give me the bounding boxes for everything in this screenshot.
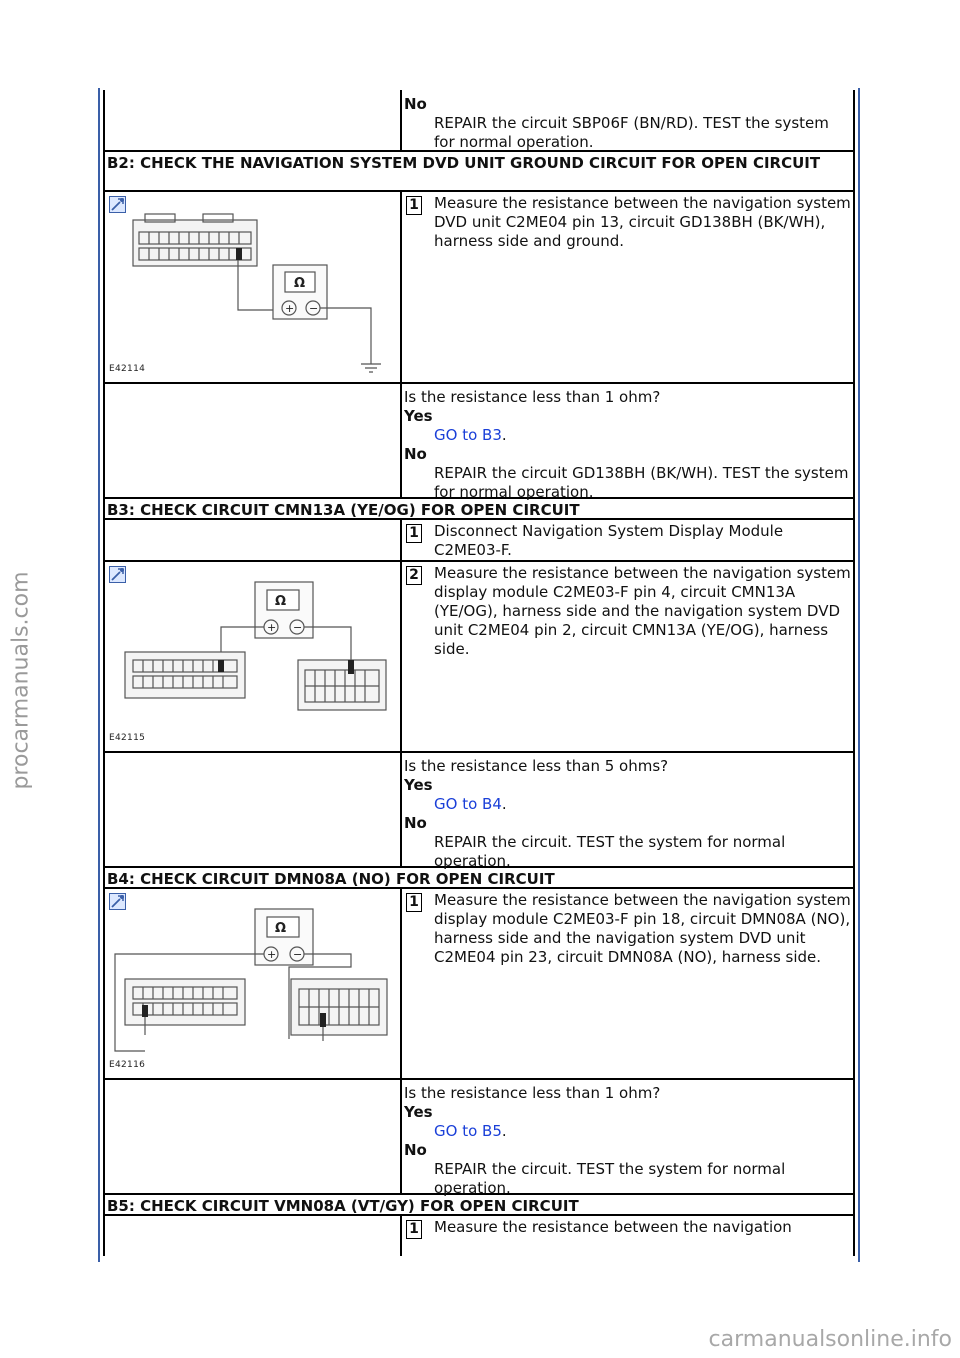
- left-margin-rule: [98, 88, 100, 1262]
- b2-step-row: [103, 192, 855, 384]
- b3-question-row: [103, 753, 855, 870]
- empty-left-cell: [105, 90, 402, 150]
- step-number: 1: [406, 196, 422, 215]
- b4-header: B4: CHECK CIRCUIT DMN08A (NO) FOR OPEN CIRCUIT: [103, 866, 855, 889]
- ohm-symbol: Ω: [275, 921, 287, 936]
- step-text: Measure the resistance between the navigation system display module C2ME03-F pin 18, circuit DMN08A (NO), harness side and the navigation system DVD unit C2ME04 pin 23, circuit DMN08A (NO), harness side.: [434, 891, 851, 966]
- step-text: Measure the resistance between the navigation: [434, 1218, 792, 1236]
- question-text: Is the resistance less than 1 ohm?: [404, 1084, 661, 1102]
- step-number: 2: [406, 566, 422, 585]
- svg-text:+: +: [285, 302, 295, 315]
- side-watermark: [4, 560, 38, 800]
- empty-left-cell: [105, 520, 402, 560]
- step-text: Measure the resistance between the navigation system display module C2ME03-F pin 4, circuit CMN13A (YE/OG), harness side and the navigation system DVD unit C2ME04 pin 2, circuit CMN13A (YE/OG), harness side.: [434, 564, 851, 658]
- b4-wiring-diagram: [105, 889, 400, 1078]
- b5-header: B5: CHECK CIRCUIT VMN08A (VT/GY) FOR OPEN CIRCUIT: [103, 1193, 855, 1216]
- b5-step-row: [103, 1216, 855, 1256]
- goto-b4-link[interactable]: GO to B4: [434, 795, 502, 813]
- svg-text:+: +: [267, 621, 277, 634]
- figure-label: E42115: [109, 733, 146, 743]
- empty-left-cell: [105, 384, 402, 497]
- step-text: Disconnect Navigation System Display Module C2ME03-F.: [434, 522, 784, 559]
- answer-no-text: REPAIR the circuit SBP06F (BN/RD). TEST the system for normal operation.: [434, 114, 829, 151]
- b4-question-row: [103, 1080, 855, 1197]
- b3-step1-row: [103, 520, 855, 562]
- svg-text:−: −: [293, 621, 303, 634]
- goto-b3-link[interactable]: GO to B3: [434, 426, 502, 444]
- goto-b5-link[interactable]: GO to B5: [434, 1122, 502, 1140]
- step-number: 1: [406, 893, 422, 912]
- answer-no-label: No: [404, 814, 427, 832]
- procedure-table: [103, 90, 855, 1256]
- svg-text:−: −: [309, 302, 319, 315]
- ohm-symbol: Ω: [275, 594, 287, 609]
- bottom-watermark: carmanualsonline.info: [708, 1327, 952, 1352]
- answer-no-text: REPAIR the circuit. TEST the system for normal operation.: [434, 1160, 786, 1197]
- b4-figure-cell: [105, 889, 402, 1078]
- b3-step2-row: [103, 562, 855, 753]
- answer-no-label: No: [404, 95, 427, 113]
- question-text: Is the resistance less than 1 ohm?: [404, 388, 661, 406]
- ohm-symbol: Ω: [294, 276, 306, 291]
- right-margin-rule: [858, 88, 860, 1262]
- answer-no-text: REPAIR the circuit GD138BH (BK/WH). TEST the system for normal operation.: [434, 464, 849, 501]
- b3-header: B3: CHECK CIRCUIT CMN13A (YE/OG) FOR OPEN CIRCUIT: [103, 497, 855, 520]
- answer-no-label: No: [404, 1141, 427, 1159]
- question-text: Is the resistance less than 5 ohms?: [404, 757, 669, 775]
- svg-text:+: +: [267, 948, 277, 961]
- link-suffix: .: [501, 795, 507, 813]
- empty-left-cell: [105, 753, 402, 866]
- svg-text:−: −: [293, 948, 303, 961]
- b2-figure-cell: [105, 192, 402, 382]
- b4-step-row: [103, 889, 855, 1080]
- b3-wiring-diagram: [105, 562, 400, 751]
- figure-label: E42114: [109, 364, 146, 374]
- step-number: 1: [406, 524, 422, 543]
- empty-left-cell: [105, 1080, 402, 1193]
- step-number: 1: [406, 1220, 422, 1239]
- answer-yes-label: Yes: [404, 407, 433, 425]
- link-suffix: .: [501, 1122, 507, 1140]
- step-text: Measure the resistance between the navigation system DVD unit C2ME04 pin 13, circuit GD138BH (BK/WH), harness side and ground.: [434, 194, 851, 250]
- answer-no-label: No: [404, 445, 427, 463]
- b2-header: B2: CHECK THE NAVIGATION SYSTEM DVD UNIT GROUND CIRCUIT FOR OPEN CIRCUIT: [103, 150, 855, 192]
- b2-question-row: [103, 384, 855, 501]
- answer-yes-label: Yes: [404, 776, 433, 794]
- answer-no-text: REPAIR the circuit. TEST the system for normal operation.: [434, 833, 786, 870]
- top-answer-row: [103, 90, 855, 150]
- figure-label: E42116: [109, 1060, 146, 1070]
- side-watermark-text: procarmanuals.com: [8, 570, 34, 790]
- answer-yes-label: Yes: [404, 1103, 433, 1121]
- b3-figure-cell: [105, 562, 402, 751]
- b2-wiring-diagram: [105, 192, 400, 382]
- empty-left-cell: [105, 1216, 402, 1256]
- link-suffix: .: [501, 426, 507, 444]
